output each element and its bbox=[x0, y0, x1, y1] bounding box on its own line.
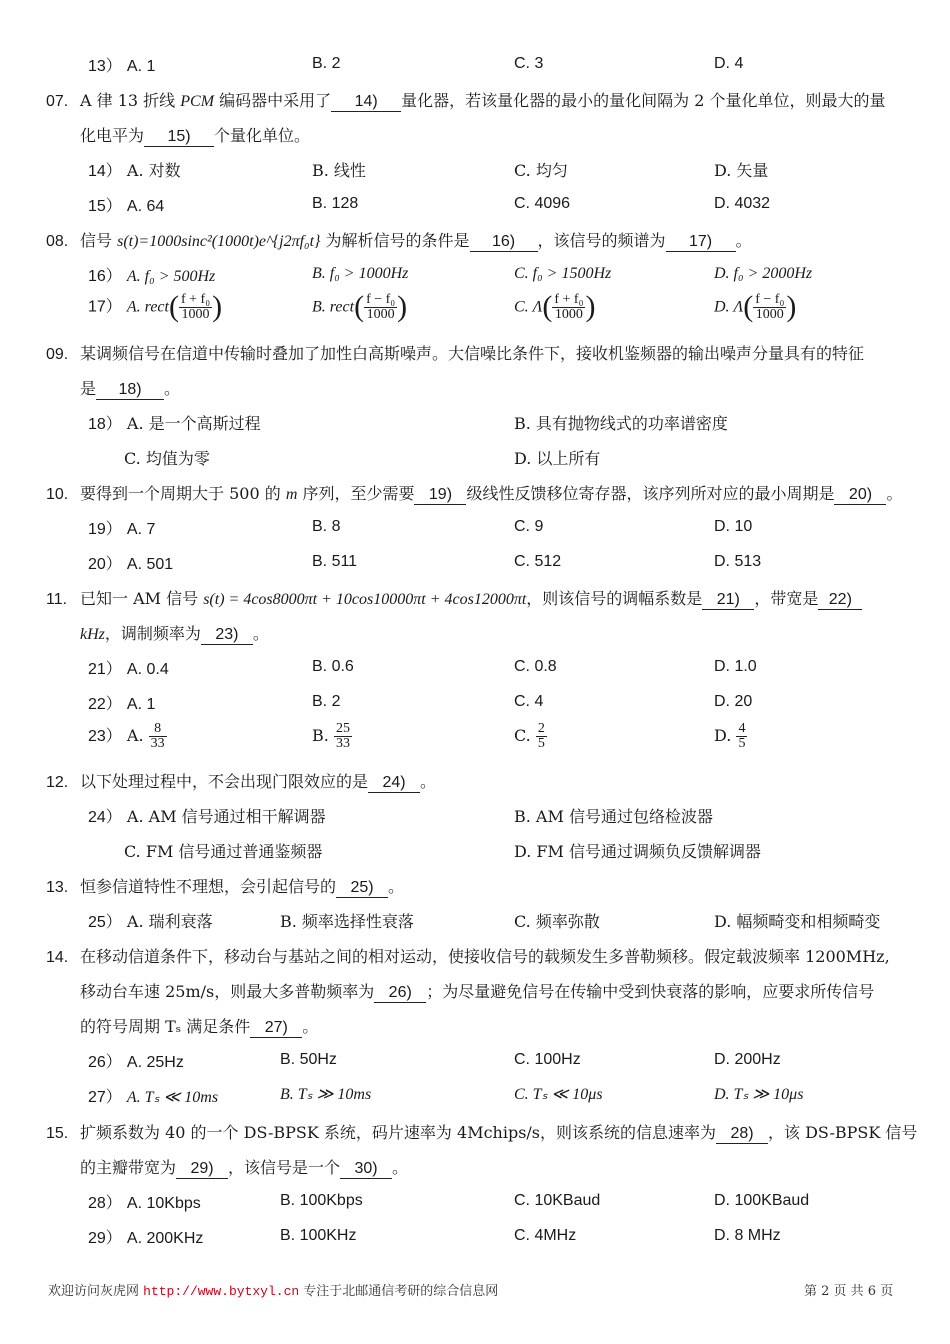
blank-17: 17) bbox=[666, 233, 736, 252]
question-13: 13. 恒参信道特性不理想，会引起信号的 25) 。 bbox=[46, 877, 405, 896]
option-28-a: 28） A. 10Kbps bbox=[88, 1195, 201, 1212]
option-15-b: B. 128 bbox=[312, 195, 359, 212]
blank-14: 14) bbox=[331, 93, 401, 112]
page-number: 第 2 页 共 6 页 bbox=[804, 1284, 894, 1299]
option-27-b: B. Tₛ ≫ 10ms bbox=[280, 1086, 372, 1103]
blank-19: 19) bbox=[414, 486, 466, 505]
am-signal-formula: s(t) = 4cos8000πt + 10cos10000πt + 4cos12000πt bbox=[203, 591, 527, 608]
option-27-c: C. Tₛ ≪ 10μs bbox=[514, 1086, 603, 1103]
option-25-c: C. 频率弥散 bbox=[514, 912, 600, 931]
option-18-a: 18） A. 是一个高斯过程 bbox=[88, 414, 261, 433]
option-25-b: B. 频率选择性衰落 bbox=[280, 912, 414, 931]
option-29-d: D. 8 MHz bbox=[714, 1227, 781, 1244]
option-19-d: D. 10 bbox=[714, 518, 753, 535]
question-10: 10. 要得到一个周期大于 500 的 m 序列，至少需要 19) 级线性反馈移位寄存器，该序列所对应的最小周期是 20) 。 bbox=[46, 484, 903, 503]
option-20-c: C. 512 bbox=[514, 553, 562, 570]
option-16-c: C. f₀ > 1500Hz bbox=[514, 265, 612, 282]
option-28-c: C. 10KBaud bbox=[514, 1192, 601, 1209]
option-22-b: B. 2 bbox=[312, 693, 341, 710]
blank-21: 21) bbox=[702, 591, 754, 610]
option-28-b: B. 100Kbps bbox=[280, 1192, 363, 1209]
blank-20: 20) bbox=[834, 486, 886, 505]
blank-27: 27) bbox=[250, 1019, 302, 1038]
option-16-b: B. f₀ > 1000Hz bbox=[312, 265, 409, 282]
option-13-a: 13） A. 1 bbox=[88, 58, 156, 75]
option-14-c: C. 均匀 bbox=[514, 161, 568, 180]
blank-22: 22) bbox=[818, 591, 862, 610]
question-15-line2: 的主瓣带宽为 29) ，该信号是一个 30) 。 bbox=[80, 1158, 409, 1177]
option-23-d: D. $\frac{4}{5}$ bbox=[714, 721, 746, 751]
option-18-c: C. 均值为零 bbox=[124, 449, 210, 468]
option-26-d: D. 200Hz bbox=[714, 1051, 781, 1068]
option-16-d: D. f₀ > 2000Hz bbox=[714, 265, 813, 282]
option-29-a: 29） A. 200KHz bbox=[88, 1230, 204, 1247]
option-18-b: B. 具有抛物线式的功率谱密度 bbox=[514, 414, 728, 433]
option-15-c: C. 4096 bbox=[514, 195, 571, 212]
option-14-a: 14） A. 对数 bbox=[88, 161, 181, 180]
option-21-a: 21） A. 0.4 bbox=[88, 661, 169, 678]
option-14-d: D. 矢量 bbox=[714, 161, 769, 180]
question-09: 09. 某调频信号在信道中传输时叠加了加性白高斯噪声。大信噪比条件下，接收机鉴频器的输出噪声分量具有的特征 bbox=[46, 344, 865, 363]
option-19-b: B. 8 bbox=[312, 518, 341, 535]
option-13-b: B. 2 bbox=[312, 55, 341, 72]
option-19-a: 19） A. 7 bbox=[88, 521, 156, 538]
option-20-a: 20） A. 501 bbox=[88, 556, 174, 573]
option-21-d: D. 1.0 bbox=[714, 658, 757, 675]
option-25-d: D. 幅频畸变和相频畸变 bbox=[714, 912, 881, 931]
option-23-a: 23） A. $\frac{8}{33}$ bbox=[88, 721, 165, 751]
option-27-a: 27） A. Tₛ ≪ 10ms bbox=[88, 1089, 219, 1106]
question-12: 12. 以下处理过程中，不会出现门限效应的是 24) 。 bbox=[46, 772, 437, 791]
option-21-b: B. 0.6 bbox=[312, 658, 354, 675]
option-15-d: D. 4032 bbox=[714, 195, 771, 212]
option-20-b: B. 511 bbox=[312, 553, 358, 570]
option-25-a: 25） A. 瑞利衰落 bbox=[88, 912, 213, 931]
blank-24: 24) bbox=[368, 774, 420, 793]
option-23-b: B. $\frac{25}{33}$ bbox=[312, 721, 350, 751]
option-16-a: 16） A. f₀ > 500Hz bbox=[88, 268, 216, 285]
blank-29: 29) bbox=[176, 1160, 228, 1179]
option-26-c: C. 100Hz bbox=[514, 1051, 581, 1068]
option-29-c: C. 4MHz bbox=[514, 1227, 577, 1244]
option-22-d: D. 20 bbox=[714, 693, 753, 710]
signal-formula: s(t)=1000sinc²(1000t)e^{j2πf₀t} bbox=[117, 233, 321, 250]
question-11-line2: kHz，调制频率为 23) 。 bbox=[80, 624, 269, 643]
option-18-d: D. 以上所有 bbox=[514, 449, 601, 468]
option-23-c: C. $\frac{2}{5}$ bbox=[514, 721, 545, 751]
option-22-c: C. 4 bbox=[514, 693, 544, 710]
footer-left: 欢迎访问灰虎网 http://www.bytxyl.cn 专注于北邮通信考研的综合信息网 bbox=[48, 1284, 499, 1299]
blank-23: 23) bbox=[201, 626, 253, 645]
question-15: 15. 扩频系数为 40 的一个 DS-BPSK 系统，码片速率为 4Mchips/s，则该系统的信息速率为 28) ，该 DS-BPSK 信号 bbox=[46, 1123, 918, 1142]
option-28-d: D. 100KBaud bbox=[714, 1192, 810, 1209]
question-09-line2: 是 18) 。 bbox=[80, 379, 181, 398]
website-link[interactable]: http://www.bytxyl.cn bbox=[143, 1284, 300, 1299]
question-14-line3: 的符号周期 Tₛ 满足条件 27) 。 bbox=[80, 1017, 319, 1036]
question-14-line2: 移动台车速 25m/s，则最大多普勒频率为 26) ；为尽量避免信号在传输中受到快衰落的影响，应要求所传信号 bbox=[80, 982, 875, 1001]
blank-16: 16) bbox=[470, 233, 538, 252]
option-19-c: C. 9 bbox=[514, 518, 544, 535]
question-07: 07. A 律 13 折线 PCM 编码器中采用了 14) 量化器，若该量化器的最小的量化间隔为 2 个量化单位，则最大的量 bbox=[46, 91, 886, 110]
option-17-a: 17） A. rect( $\frac{\text{f + f₀}}{1000}$ ) bbox=[88, 290, 223, 323]
blank-15: 15) bbox=[144, 128, 214, 147]
option-13-c: C. 3 bbox=[514, 55, 544, 72]
option-24-c: C. FM 信号通过普通鉴频器 bbox=[124, 842, 323, 861]
option-20-d: D. 513 bbox=[714, 553, 762, 570]
blank-30: 30) bbox=[340, 1160, 392, 1179]
option-26-a: 26） A. 25Hz bbox=[88, 1054, 184, 1071]
option-24-d: D. FM 信号通过调频负反馈解调器 bbox=[514, 842, 762, 861]
question-07-line2: 化电平为 15) 个量化单位。 bbox=[80, 126, 311, 145]
option-22-a: 22） A. 1 bbox=[88, 696, 156, 713]
blank-26: 26) bbox=[374, 984, 426, 1003]
option-13-d: D. 4 bbox=[714, 55, 744, 72]
option-15-a: 15） A. 64 bbox=[88, 198, 165, 215]
option-24-a: 24） A. AM 信号通过相干解调器 bbox=[88, 807, 326, 826]
question-08: 08. 信号 s(t)=1000sinc²(1000t)e^{j2πf₀t} 为解析信号的条件是 16) ，该信号的频谱为 17) 。 bbox=[46, 231, 752, 250]
option-29-b: B. 100KHz bbox=[280, 1227, 357, 1244]
question-14: 14. 在移动信道条件下，移动台与基站之间的相对运动，使接收信号的载频发生多普勒频移。假定载波频率 1200MHz, bbox=[46, 947, 890, 966]
blank-25: 25) bbox=[336, 879, 388, 898]
blank-28: 28) bbox=[716, 1125, 768, 1144]
option-17-d: D. Λ( $\frac{\text{f − f₀}}{1000}$ ) bbox=[714, 290, 797, 323]
blank-18: 18) bbox=[96, 381, 164, 400]
option-26-b: B. 50Hz bbox=[280, 1051, 337, 1068]
option-24-b: B. AM 信号通过包络检波器 bbox=[514, 807, 713, 826]
option-14-b: B. 线性 bbox=[312, 161, 366, 180]
option-17-b: B. rect( $\frac{\text{f − f₀}}{1000}$ ) bbox=[312, 290, 408, 323]
option-17-c: C. Λ( $\frac{\text{f + f₀}}{1000}$ ) bbox=[514, 290, 596, 323]
question-11: 11. 已知一 AM 信号 s(t) = 4cos8000πt + 10cos10000πt + 4cos12000πt，则该信号的调幅系数是 21) ，带宽是 22) bbox=[46, 586, 862, 610]
option-21-c: C. 0.8 bbox=[514, 658, 557, 675]
option-27-d: D. Tₛ ≫ 10μs bbox=[714, 1086, 804, 1103]
